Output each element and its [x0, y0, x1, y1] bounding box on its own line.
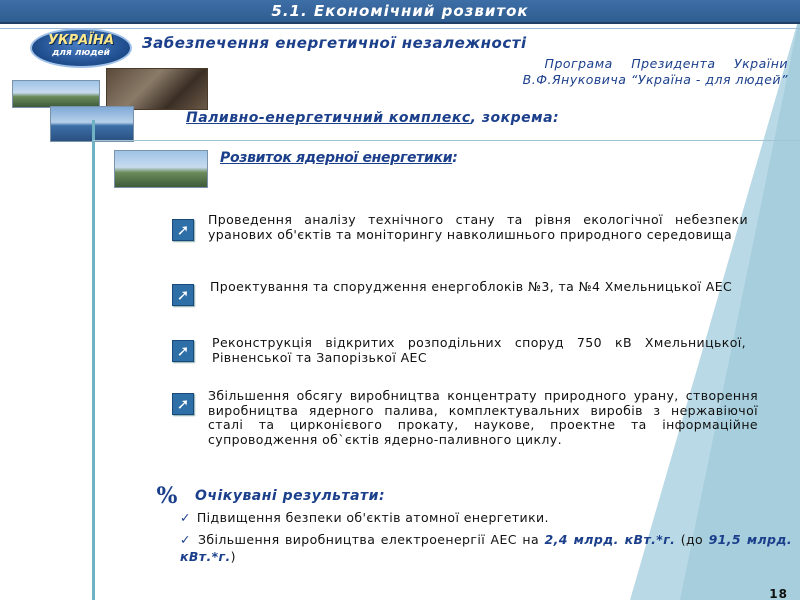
list-item-1: Проведення аналізу технічного стану та рівня екологічної небезпеки уранових об'єктів та моніторингу навколишнього природного середовища	[208, 212, 748, 242]
arrow-icon: ➚	[172, 340, 194, 362]
list-item-2: Проектування та спорудження енергоблоків №3, та №4 Хмельницької АЕС	[210, 279, 733, 294]
arrow-icon: ➚	[172, 219, 194, 241]
result-item-2-text: Збільшення виробництва електроенергії АЕС на	[197, 532, 545, 547]
header-divider	[0, 28, 800, 29]
page-number: 18	[769, 587, 788, 601]
fuel-heading-underlined: Паливно-енергетичний комплекс	[186, 110, 471, 126]
section-title: 5.1. Економічний розвиток	[271, 2, 529, 20]
result-value-total: 91,5 млрд. кВт.*г.	[180, 532, 793, 564]
page-subtitle: Забезпечення енергетичної незалежності	[142, 34, 527, 52]
logo-line2: для людей	[52, 48, 110, 58]
nuclear-heading-text: Розвиток ядерної енергетики	[220, 150, 453, 166]
result-item-2	[180, 531, 792, 565]
program-line2: В.Ф.Януковича “Україна - для людей”	[522, 72, 788, 87]
fuel-complex-heading	[186, 110, 559, 126]
result-item-2-text-b: (до	[675, 532, 709, 547]
power-plant-photo	[12, 80, 100, 108]
program-caption	[400, 56, 788, 88]
list-item-4: Збільшення обсягу виробництва концентрату природного урану, створення виробництва ядерного палива, комплектувальних виробів з нержавіючої сталі та цирконієвого прокату, наукове, проектне та інформаційне супроводження об`єктів ядерно-паливного циклу.	[208, 388, 758, 447]
mine-photo	[106, 68, 208, 110]
list-item-3: Реконструкція відкритих розподільних споруд 750 кВ Хмельницької, Рівненської та Запорізької АЕС	[212, 335, 746, 365]
fuel-heading-rest: , зокрема:	[470, 110, 560, 126]
program-line1: Програма Президента України	[544, 56, 788, 71]
result-value-increase: 2,4 млрд. кВт.*г.	[544, 532, 676, 547]
result-item-1-text: Підвищення безпеки об'єктів атомної енергетики.	[196, 510, 549, 525]
tree-horizontal-line	[92, 140, 800, 141]
expected-results-heading: Очікувані результати:	[195, 488, 386, 504]
result-item-2-text-c: )	[230, 549, 236, 564]
arrow-icon: ➚	[172, 284, 194, 306]
ukraine-for-people-logo	[30, 28, 132, 68]
tree-vertical-line	[92, 120, 95, 600]
result-item-1	[180, 509, 780, 526]
nuclear-energy-heading	[220, 150, 458, 166]
check-icon: ✓	[180, 510, 191, 525]
nuclear-heading-suffix: :	[452, 150, 458, 166]
arrow-icon: ➚	[172, 393, 194, 415]
percent-icon: %	[156, 483, 178, 509]
check-icon: ✓	[180, 532, 192, 547]
logo-line1: УКРАЇНА	[47, 33, 114, 48]
nuclear-plant-photo	[114, 150, 208, 188]
